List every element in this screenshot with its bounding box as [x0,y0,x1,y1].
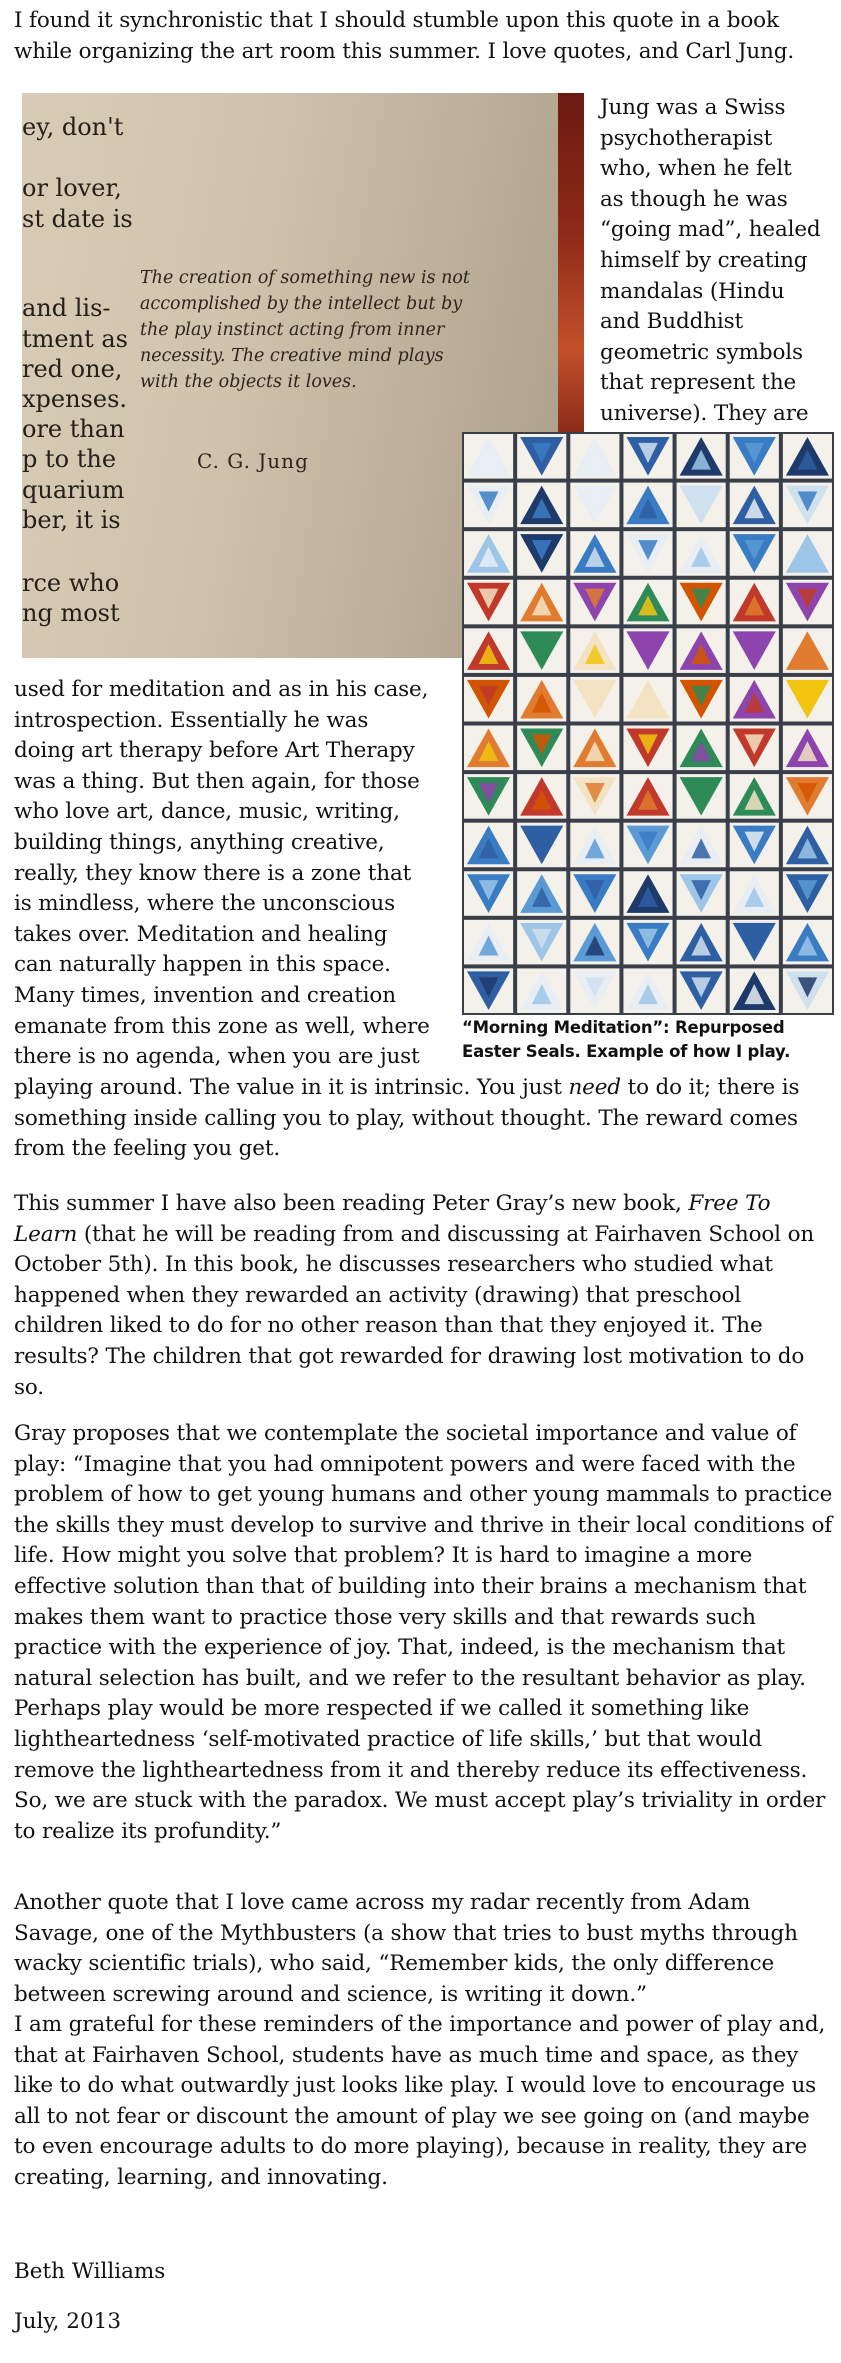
book-fragment: ey, don't [22,113,124,141]
book-fragment: ore than [22,415,125,443]
sidebar-line: geometric symbols [600,339,803,365]
left-line: takes over. Meditation and healing [14,921,388,947]
sidebar-line: universe). They are [600,400,809,426]
gray-quote-paragraph: Gray proposes that we contemplate the societal importance and value of play: “Imagine that you had omnipotent powers and were faced with the problem of how to get young humans and other young mammals to practice the skills they must develop to survive and thrive in their local conditions of life. How might you solve that problem? It is hard to imagine a more effective solution than that of building into their brains a mechanism that makes them want to practice those very skills and that rewards such practice with the experience of joy. That, indeed, is the mechanism that natural selection has built, and we refer to the resultant behavior as play. Perhaps play would be more respected if we called it something like lightheartedness ‘self-motivated practice of life skills,’ but that would remove the lightheartedness from it and thereby reduce its effectiveness. So, we are stuck with the paradox. We must accept play’s triviality in order to realize its profundity.” [14,1421,833,1844]
book-fragment: st date is [22,205,133,233]
book-fragment: and lis- [22,294,111,322]
author-name: Beth Williams [14,2259,166,2284]
savage-quote-paragraph: Another quote that I love came across my radar recently from Adam Savage, one of the Mythbusters (a show that tries to bust myths through wacky scientific trials), who said, “Remember kids, the only difference between screwing around and science, is writing it down.” [14,1890,798,2007]
left-line: who love art, dance, music, writing, [14,799,400,825]
sidebar-line: psychotherapist [600,125,773,151]
left-line: is mindless, where the unconscious [14,891,396,917]
jung-quote: The creation of something new is not accomplished by the intellect but by the play instinct acting from inner necessity. The creative mind plays with the objects it loves. [140,268,470,392]
book-fragment: red one, [22,355,123,383]
sidebar-line: who, when he felt [600,156,792,182]
book-fragment: rce who [22,569,120,597]
paragraph-text: This summer I have also been reading Peter Gray’s new book, [14,1191,689,1216]
left-line: there is no agenda, when you are just [14,1044,420,1070]
book-fragment: p to the [22,445,117,473]
left-line: used for meditation and as in his case, [14,677,429,702]
sidebar-line: and Buddhist [600,309,744,335]
left-line: can naturally happen in this space. [14,952,391,978]
book-fragment: xpenses. [22,385,128,413]
intro-paragraph: I found it synchronistic that I should stumble upon this quote in a book while organizing the art room this summer. I love quotes, and Carl Jung. [14,8,795,64]
jung-sidebar-text [600,93,840,430]
artwork-caption: “Morning Meditation”: Repurposed Easter Seals. Example of how I play. [462,1018,791,1061]
left-line: emanate from this zone as well, where [14,1013,430,1039]
book-fragment: ng most [22,599,120,627]
sidebar-line: that represent the [600,370,797,396]
left-line: was a thing. But then again, for those [14,768,420,794]
sidebar-line: himself by creating [600,247,808,273]
book-fragment: quarium [22,476,125,504]
left-line: introspection. Essentially he was [14,707,369,733]
left-line: doing art therapy before Art Therapy [14,738,415,764]
paragraph-text: (that he will be reading from and discussing at Fairhaven School on October 5th). In this book, he discusses researchers who studied what happened when they rewarded an activity (drawing) that preschool children liked to do for no other reason than that they enjoyed it. The results? The children that got rewarded for drawing lost motivation to do so. [14,1221,815,1400]
easter-seals-artwork [462,432,834,1015]
easter-seals-mosaic-graphic [462,432,834,1015]
book-fragment: ber, it is [22,506,121,534]
signature-date: July, 2013 [14,2309,122,2334]
sidebar-line: as though he was [600,186,788,212]
left-line: building things, anything creative, [14,829,385,855]
left-line: Many times, invention and creation [14,982,396,1008]
continuation-text: to do it; there is something inside calling you to play, without thought. The reward comes from the feeling you get. [14,1075,800,1162]
continuation-text: playing around. The value in it is intrinsic. You just [14,1075,569,1100]
closing-paragraph: I am grateful for these reminders of the importance and power of play and, that at Fairhaven School, students have as much time and space, as they like to do what outwardly just looks like play. I would love to encourage us all to not fear or discount the amount of play we see going on (and maybe to even encourage adults to do more playing), because in reality, they are creating, learning, and innovating. [14,2012,826,2190]
sidebar-line: “going mad”, healed [600,217,821,243]
continuation-paragraph [14,1073,834,1165]
book-title-free-to-learn: Free To Learn [14,1191,771,1247]
left-line: really, they know there is a zone that [14,860,412,886]
left-column-text [14,675,459,1073]
sidebar-line: Jung was a Swiss [600,95,786,120]
free-to-learn-paragraph [14,1189,836,1403]
book-fragment: or lover, [22,174,122,202]
sidebar-line: mandalas (Hindu [600,278,785,304]
emphasis-need: need [568,1075,621,1100]
book-fragment: tment as [22,325,128,353]
quote-author: C. G. Jung [197,449,309,473]
